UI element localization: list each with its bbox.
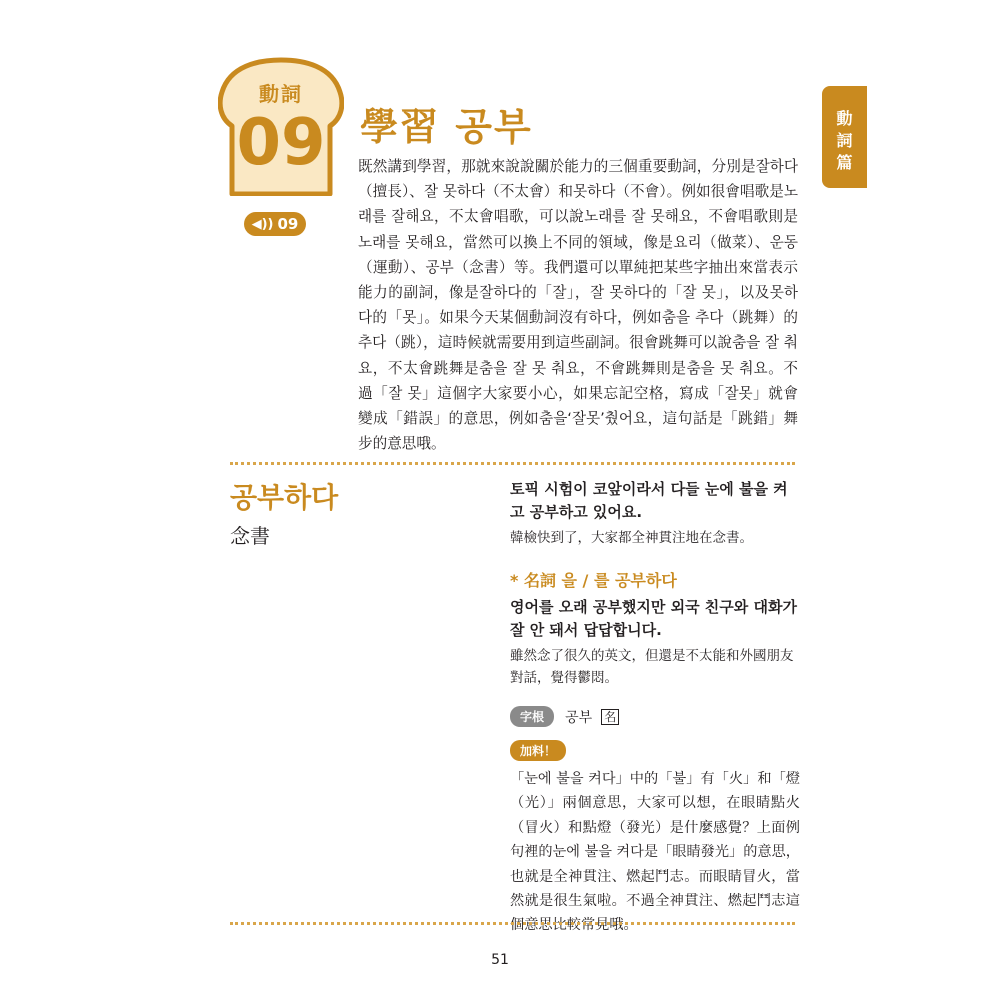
example-1 bbox=[510, 478, 800, 549]
dotted-divider bbox=[230, 922, 795, 925]
grammar-pattern: * 名詞 을 / 를 공부하다 bbox=[510, 571, 677, 590]
example-1-korean: 토픽 시험이 코앞이라서 다들 눈에 불을 켜고 공부하고 있어요. bbox=[510, 480, 788, 521]
root-tag: 字根 bbox=[510, 706, 554, 727]
audio-track-button[interactable] bbox=[244, 212, 306, 236]
highlight-word: 공부했지만 bbox=[592, 598, 666, 616]
example-2-chinese: 雖然念了很久的英文，但還是不太能和外國朋友對話，覺得鬱悶。 bbox=[510, 648, 794, 686]
root-word: 공부 bbox=[565, 709, 593, 726]
page-number: 51 bbox=[491, 952, 509, 968]
extra-tag: 加料！ bbox=[510, 740, 566, 761]
entry-meaning: 念書 bbox=[230, 524, 270, 548]
badge-number: 09 bbox=[236, 106, 326, 180]
example-1-chinese: 韓檢快到了，大家都全神貫注地在念書。 bbox=[510, 530, 753, 546]
dotted-divider bbox=[230, 462, 795, 465]
part-of-speech: 名 bbox=[601, 709, 619, 725]
section-side-tab bbox=[822, 86, 867, 188]
chapter-badge bbox=[218, 56, 344, 196]
highlight-word: 공부하고 bbox=[529, 503, 588, 521]
extra-text: 「눈에 불을 켜다」中的「불」有「火」和「燈（光）」兩個意思，大家可以想，在眼睛點火（冒火）和點燈（發光）是什麼感覺？上面例句裡的눈에 불을 켜다是「眼睛發光」的意思，也就是全神貫注、燃起鬥志。而眼睛冒火，當然就是很生氣啦。不過全神貫注、燃起鬥志這個意思比較常見哦。 bbox=[510, 771, 800, 934]
side-tab-char: 詞 bbox=[836, 131, 853, 150]
audio-track-label: 09 bbox=[277, 215, 299, 233]
example-2-korean: 영어를 오래 공부했지만 외국 친구와 대화가 잘 안 돼서 답답합니다. bbox=[510, 598, 797, 639]
speaker-icon: ◀)) bbox=[251, 216, 274, 232]
extra-note bbox=[510, 740, 800, 938]
entry-word: 공부하다 bbox=[230, 481, 339, 514]
side-tab-char: 篇 bbox=[836, 153, 853, 172]
word-root bbox=[510, 706, 800, 727]
badge-category: 動詞 bbox=[259, 82, 303, 106]
example-2 bbox=[510, 596, 800, 689]
page-title: 學習 공부 bbox=[360, 105, 533, 149]
intro-paragraph: 既然講到學習，那就來說說關於能力的三個重要動詞，分別是잘하다（擅長）、잘 못하다（不太會）和못하다（不會）。例如很會唱歌是노래를 잘해요，不太會唱歌，可以說노래를 잘 못해요，不會唱歌則是노래를 못해요，當然可以換上不同的領域，像是요리（做菜）、운동（運動）、공부（念書）等。我們還可以單純把某些字抽出來當表示能力的副詞，像是잘하다的「잘」，잘 못하다的「잘 못」，以及못하다的「못」。如果今天某個動詞沒有하다，例如춤을 추다（跳舞）的추다（跳），這時候就需要用到這些副詞。很會跳舞可以說춤을 잘 춰요，不太會跳舞是춤을 잘 못 춰요，不會跳舞則是춤을 못 춰요。不過「잘 못」這個字大家要小心，如果忘記空格，寫成「잘못」就會變成「錯誤」的意思，例如춤을‘잘못’췄어요，這句話是「跳錯」舞步的意思哦。 bbox=[358, 158, 798, 453]
side-tab-char: 動 bbox=[836, 109, 853, 128]
